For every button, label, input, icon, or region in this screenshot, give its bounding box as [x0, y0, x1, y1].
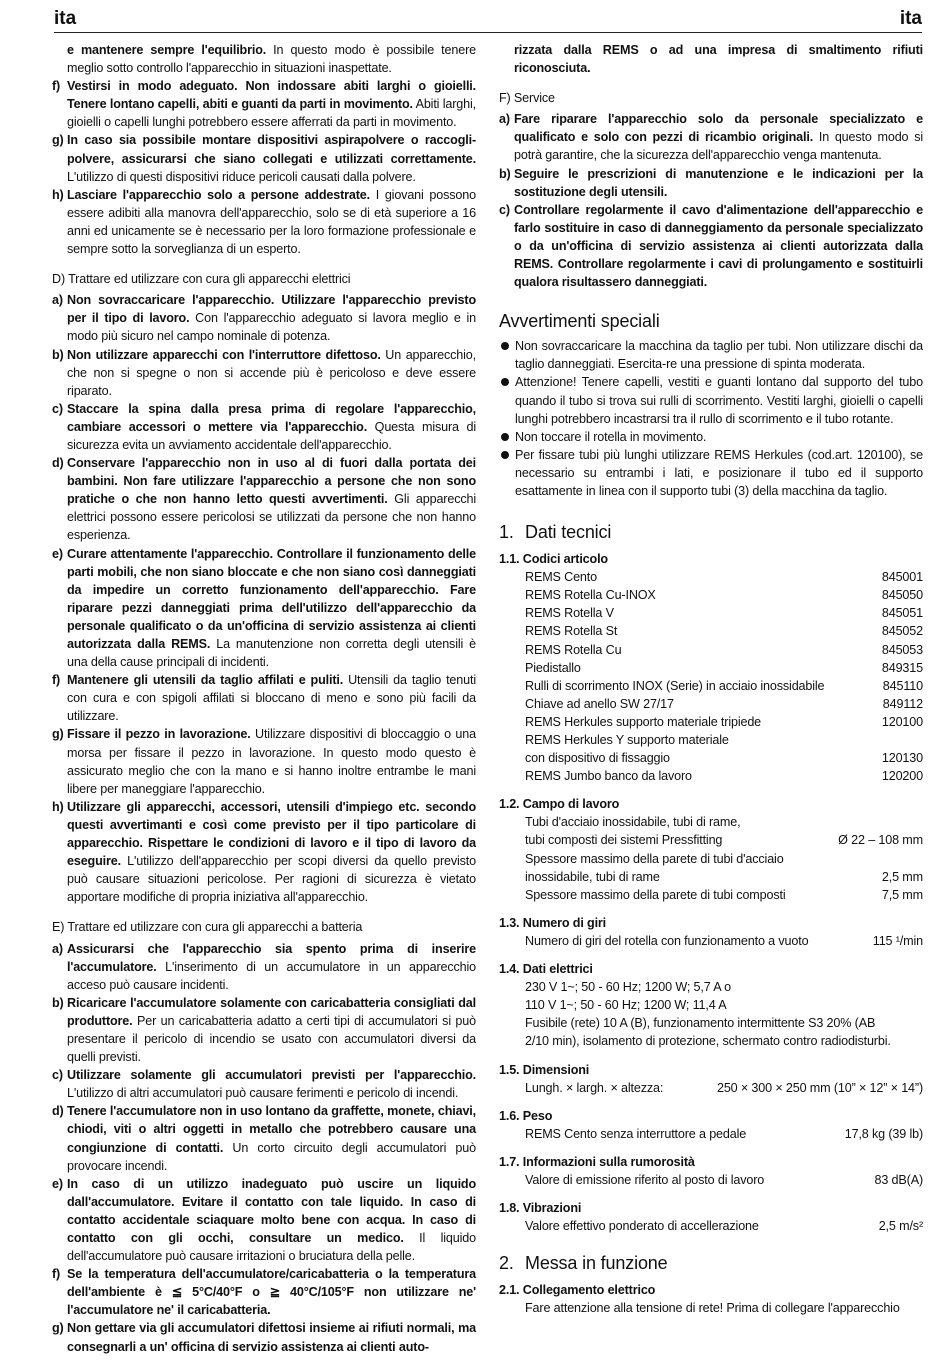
table-row: tubi composti dei sistemi Pressfitting Ø 22 – 108 mm [525, 833, 923, 848]
subsection-giri: 1.3. Numero di giri [499, 915, 607, 930]
bullet-icon [501, 433, 509, 441]
list-item: h) Lasciare l'apparecchio solo a persone addestrate. I giovani possono essere adibiti alla manovra dell'apparecchio, solo se di età superiore a 16 anni ed unicamente se è necessario per la loro formazione professionale e sempre sotto la sorveglianza di un esperto. [52, 187, 476, 257]
bullet-item: Non sovraccaricare la macchina da taglio per tubi. Non utilizzare dischi da taglio danneggiati. Esercita-re una pressione di spinta moderata. [499, 337, 923, 373]
page-header [54, 8, 922, 33]
bullet-icon [501, 378, 509, 386]
heading-dati-tecnici: 1. Dati tecnici [499, 522, 612, 543]
table-row: Spessore massimo della parete di tubi d'acciaio [525, 851, 784, 866]
table-row: REMS Rotella V 845051 [525, 606, 923, 621]
list-item: a) Assicurarsi che l'apparecchio sia spento prima di inserire l'accumulatore. L'inserimento di un accumulatore in un apparecchio acceso può causare incidenti. [52, 941, 476, 992]
section-heading-d: D) Trattare ed utilizzare con cura gli apparecchi elettrici [52, 272, 351, 287]
list-item: g) Fissare il pezzo in lavorazione. Utilizzare dispositivi di bloccaggio o una morsa per fissare il pezzo in lavorazione. In questo modo questo è assicurato meglio che con la mano e si hanno inoltre entrambe le mani libere per maneggiare l'apparecchio. [52, 727, 476, 796]
table-row: inossidabile, tubi di rame 2,5 mm [525, 869, 923, 884]
list-item: d) Tenere l'accumulatore non in uso lontano da graffette, monete, chiavi, chiodi, viti o altri oggetti in metallo che potrebbero causare una congiunzione di contatti. Un corto circuito degli accumulatori può provocare incendi. [52, 1104, 476, 1173]
list-item: h) Utilizzare gli apparecchi, accessori, utensili d'impiego etc. secondo questi avvertimanti e così come previsto per il tipo particolare di apparecchio. Rispettare le condizioni di lavoro e il tipo di lavoro da eseguire. L'utilizzo dell'apparecchio per scopi diversi da quello previsto può causare situazioni pericolose. Per ragioni di sicurezza è vietato apportare modifiche di propria iniziativa all'apparecchio. [52, 799, 476, 905]
text-line: 2/10 min), isolamento di protezione, schermato contro radiodisturbi. [525, 1034, 891, 1049]
list-item: b) Non utilizzare apparecchi con l'interruttore difettoso. Un apparecchio, che non si spegne o non si accende più è pericoloso e deve essere riparato. [52, 347, 477, 398]
list-item: b) Seguire le prescrizioni di manutenzione e le indicazioni per la sostituzione degli utensili. [499, 166, 923, 199]
list-item: f) Se la temperatura dell'accumulatore/caricabatteria o la temperatura dell'ambiente è ≦ 5°C/40°F o ≧ 40°C/105°F non utilizzare ne' l'accumulatore ne' il caricabatteria. [52, 1267, 476, 1318]
table-row: Tubi d'acciaio inossidabile, tubi di rame, [525, 815, 741, 830]
table-row: REMS Cento 845001 [525, 570, 923, 585]
table-row: REMS Rotella Cu 845053 [525, 642, 923, 657]
list-item: e) In caso di un utilizzo inadeguato può uscire un liquido dall'accumulatore. Evitare il contatto con tale liquido. In caso di contatto accidentale sciaquare molto bene con acqua. In caso di contatto con gli occhi, consultare un medico. Il liquido dell'accumulatore può causare irritazioni o bruciatura della pelle. [52, 1176, 476, 1264]
table-row: Chiave ad anello SW 27/17 849112 [525, 696, 923, 711]
table-row: Rulli di scorrimento INOX (Serie) in acciaio inossidabile 845110 [525, 678, 923, 693]
list-item: c) Controllare regolarmente il cavo d'alimentazione dell'apparecchio e farlo sostituire in caso di danneggiamento da personale specializzato o da un'officina di servizio assistenza ai clienti autorizzata dalla REMS. Controllare regolarmente i cavi di prolungamento e sostituirli qualora risultassero danneggiati. [499, 202, 923, 290]
subsection-codici: 1.1. Codici articolo [499, 552, 608, 567]
table-row: REMS Cento senza interruttore a pedale 17,8 kg (39 lb) [525, 1126, 923, 1141]
list-item: a) Non sovraccaricare l'apparecchio. Utilizzare l'apparecchio previsto per il tipo di lavoro. Con l'apparecchio adeguato si lavora meglio e in modo più sicuro nel campo nominale di potenza. [52, 293, 476, 344]
section-heading-f: F) Service [499, 91, 555, 106]
table-row: Valore effettivo ponderato di accellerazione 2,5 m/s² [525, 1219, 923, 1234]
subsection-vibrazioni: 1.8. Vibrazioni [499, 1201, 582, 1216]
subsection-collegamento: 2.1. Collegamento elettrico [499, 1283, 656, 1298]
list-item: d) Conservare l'apparecchio non in uso al di fuori dalla portata dei bambini. Non fare utilizzare l'apparecchio a persone che non sono pratiche o che non hanno letto questi avvertimenti. Gli apparecchi elettrici possono essere pericolosi se utilizzati da persone che non hanno esperienza. [52, 456, 476, 543]
table-row: Spessore massimo della parete di tubi composti 7,5 mm [525, 887, 923, 902]
bullet-item: Attenzione! Tenere capelli, vestiti e guanti lontano dal supporto del tubo quando il tubo si trova sui rulli di scorrimento. Vestiti larghi, gioielli o capelli lunghi potrebbero incastrarsi tra il rullo di scorrimento e il tubo rotante. [499, 373, 923, 427]
section-heading-e: E) Trattare ed utilizzare con cura gli apparecchi a batteria [52, 920, 363, 935]
subsection-peso: 1.6. Peso [499, 1108, 553, 1123]
list-item: c) Staccare la spina dalla presa prima di regolare l'apparecchio, cambiare accessori o mettere via l'apparecchio. Questa misura di sicurezza evita un avviamento accidentale dell'apparecchio. [52, 401, 476, 452]
table-row: REMS Herkules Y supporto materiale [525, 733, 729, 747]
header-lang-right: ita [899, 8, 922, 29]
bullet-icon [501, 342, 509, 350]
table-row: Valore di emissione riferito al posto di lavoro 83 dB(A) [525, 1172, 923, 1187]
table-row: Piedistallo 849315 [525, 660, 923, 675]
header-lang-left: ita [54, 8, 77, 29]
table-row: REMS Rotella Cu-INOX 845050 [525, 588, 923, 603]
subsection-rumorosita: 1.7. Informazioni sulla rumorosità [499, 1154, 695, 1169]
right-column [499, 41, 923, 1317]
heading-messa-in-funzione: 2. Messa in funzione [499, 1253, 668, 1274]
list-item: f) Vestirsi in modo adeguato. Non indossare abiti larghi o gioielli. Tenere lontano capelli, abiti e guanti da parti in movimento. Abiti larghi, gioielli o capelli lunghi potrebbero essere afferrati da parti in movimento. [52, 79, 476, 130]
heading-avvertimenti: Avvertimenti speciali [499, 311, 660, 332]
text-line: Fusibile (rete) 10 A (B), funzionamento intermittente S3 20% (AB [525, 1016, 876, 1031]
continued-paragraph: e mantenere sempre l'equilibrio. In questo modo è possibile tenere meglio sotto controllo l'apparecchio in situazioni inaspettate. [67, 43, 476, 76]
text-line: 110 V 1~; 50 - 60 Hz; 1200 W; 11,4 A [525, 998, 727, 1013]
continued-paragraph: rizzata dalla REMS o ad una impresa di smaltimento rifiuti riconosciuta. [514, 43, 923, 76]
list-item: f) Mantenere gli utensili da taglio affilati e puliti. Utensili da taglio tenuti con cura e con spigoli affilati si bloccano di meno e sono più facili da utilizzare. [52, 673, 476, 724]
bullet-item: Per fissare tubi più lunghi utilizzare REMS Herkules (cod.art. 120100), se necessario su entrambi i lati, e posizionare il tubo ed il supporto esattamente in linea con il supporto tubi (3) della macchina da taglio. [499, 446, 923, 500]
subsection-elettrici: 1.4. Dati elettrici [499, 962, 593, 977]
bullet-icon [501, 451, 509, 459]
list-item: a) Fare riparare l'apparecchio solo da personale specializzato e qualificato e solo con pezzi di ricambio originali. In questo modo si potrà garantire, che la sicurezza dell'apparecchio venga mantenuta. [499, 112, 923, 163]
table-row: con dispositivo di fissaggio 120130 [525, 751, 923, 766]
table-row: REMS Jumbo banco da lavoro 120200 [525, 769, 923, 784]
table-row: Numero di giri del rotella con funzionamento a vuoto 115 ¹/min [525, 933, 923, 948]
table-row: REMS Rotella St 845052 [525, 624, 923, 639]
list-item: g) In caso sia possibile montare dispositivi aspirapolvere o raccogli-polvere, assicurarsi che siano collegati e utilizzati correttamente. L'utilizzo di questi dispositivi riduce pericoli causati dalla polvere. [52, 133, 476, 184]
bullet-item: Non toccare il rotella in movimento. [499, 428, 923, 446]
table-row: Lungh. × largh. × altezza: 250 × 300 × 250 mm (10” × 12” × 14”) [525, 1080, 923, 1095]
list-item: e) Curare attentamente l'apparecchio. Controllare il funzionamento delle parti mobili, che non siano bloccate e che non siano così danneggiati da impedire un corretto funzionamento dell'apparecchio. Fare riparare pezzi danneggiati prima dell'utilizzo dell'apparecchio da personale qualificato o da un'officina di servizio assistenza ai clienti autorizzata dalla REMS. La manutenzione non corretta degli utensili è una della cause principali di incidenti. [52, 546, 476, 670]
list-item: c) Utilizzare solamente gli accumulatori previsti per l'apparecchio. L'utilizzo di altri accumulatori può causare ferimenti e pericolo di incendi. [52, 1068, 476, 1101]
list-item: b) Ricaricare l'accumulatore solamente con caricabatteria consigliati dal produttore. Per un caricabatteria adatto a certi tipi di accumulatori si può presentare il pericolo di incendio se usato con accumulatori diversi da quelli previsti. [52, 995, 476, 1065]
left-column [52, 41, 476, 1356]
list-item: g) Non gettare via gli accumulatori difettosi insieme ai rifiuti normali, ma consegnarli a un' officina di servizio assistenza ai clienti auto- [52, 1321, 476, 1354]
subsection-campo: 1.2. Campo di lavoro [499, 797, 620, 812]
subsection-dimensioni: 1.5. Dimensioni [499, 1062, 590, 1077]
text-line: Fare attenzione alla tensione di rete! Prima di collegare l'apparecchio [525, 1301, 900, 1316]
text-line: 230 V 1~; 50 - 60 Hz; 1200 W; 5,7 A o [525, 980, 732, 995]
table-row: REMS Herkules supporto materiale tripiede 120100 [525, 714, 923, 729]
